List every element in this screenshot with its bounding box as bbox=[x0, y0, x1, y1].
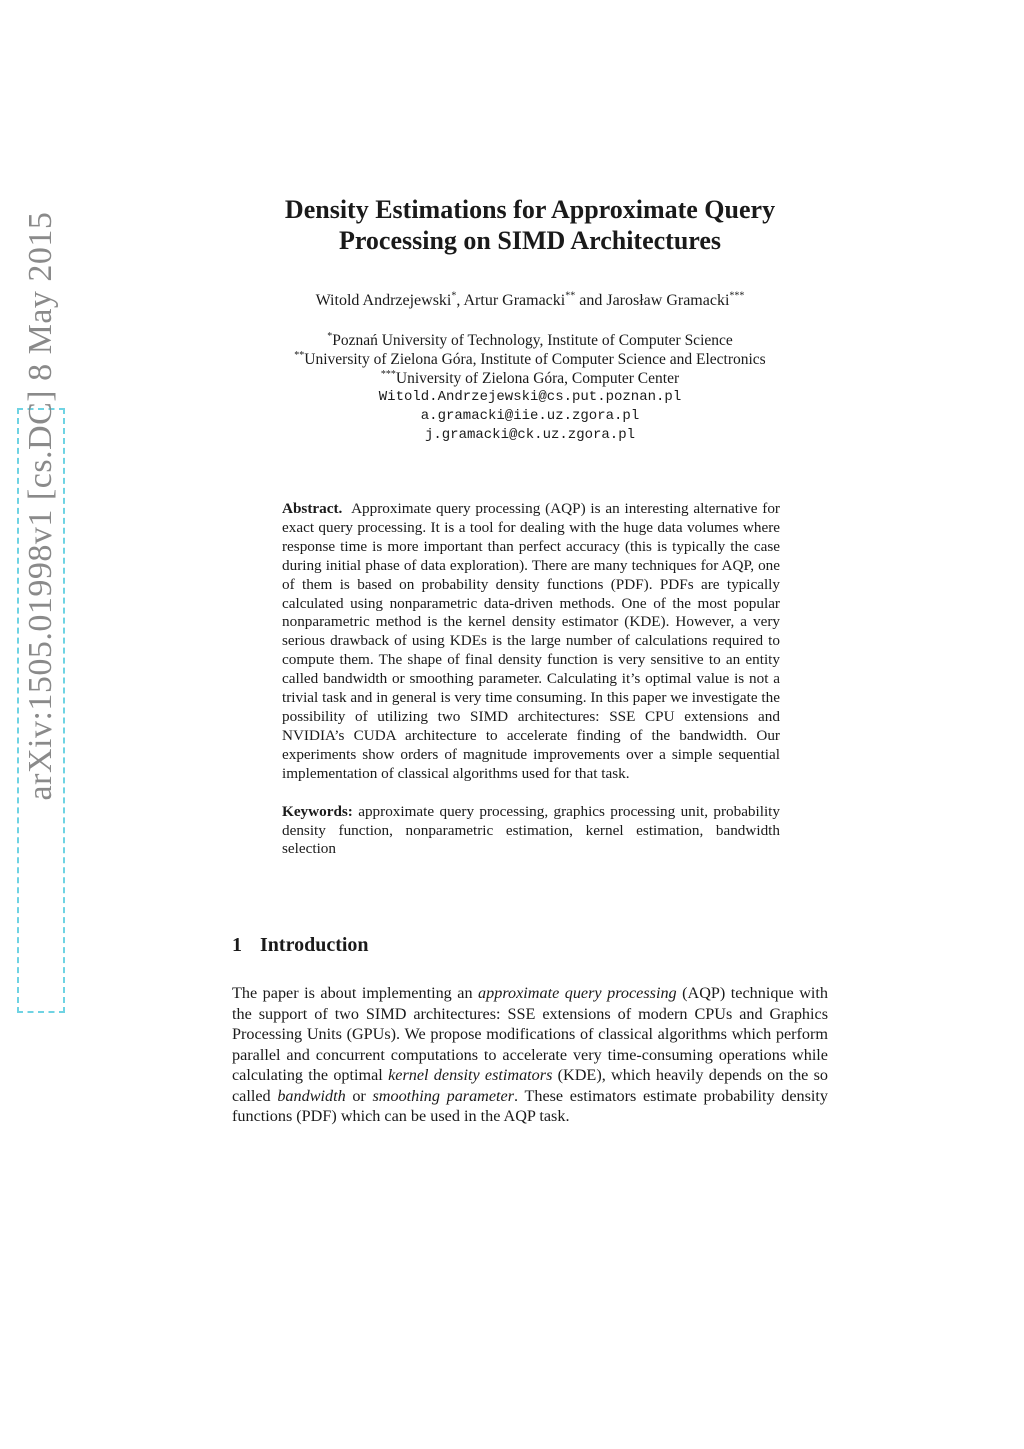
intro-term-kde: kernel density estimators bbox=[388, 1066, 553, 1084]
affiliation-1-text: Poznań University of Technology, Institute of Computer Science bbox=[332, 332, 733, 349]
author-3-mark: *** bbox=[729, 290, 745, 302]
abstract-text: Approximate query processing (AQP) is an interesting alternative for exact query processing. It is a tool for dealing with the huge data volumes where response time is more important than perfect accuracy (this is typically the case during initial phase of data exploration). There are many techniques for AQP, one of them is based on probability density functions (PDF). PDFs are typically calculated using nonparametric data-driven methods. One of the most popular nonparametric method is the kernel density estimator (KDE). However, a very serious drawback of using KDEs is the large number of calculations required to compute them. The shape of final density function is very sensitive to an entity called bandwidth or smoothing parameter. Calculating it’s optimal value is not a trivial task and in general is very time consuming. In this paper we investigate the possibility of utilizing two SIMD architectures: SSE CPU extensions and NVIDIA’s CUDA architecture to accelerate finding of the bandwidth. Our experiments show orders of magnitude improvements over a simple sequential implementation of classical algorithms used for that task. bbox=[282, 500, 780, 782]
email-3[interactable]: j.gramacki@ck.uz.zgora.pl bbox=[424, 427, 636, 443]
affiliation-2-text: University of Zielona Góra, Institute of Computer Science and Electronics bbox=[304, 351, 766, 368]
intro-text-1: The paper is about implementing an bbox=[232, 984, 479, 1002]
author-list bbox=[0, 292, 1024, 310]
abstract-block bbox=[282, 500, 780, 859]
author-1: Witold Andrzejewski bbox=[315, 292, 452, 309]
introduction-paragraph bbox=[232, 983, 828, 1127]
affiliation-1-mark: * bbox=[327, 330, 333, 342]
intro-text-3: (KDE), which heavily depends on the so called bbox=[232, 1066, 829, 1105]
affiliation-2-mark: ** bbox=[294, 349, 305, 361]
abstract-paragraph bbox=[282, 500, 780, 784]
keywords-label: Keywords: bbox=[282, 802, 353, 820]
email-2[interactable]: a.gramacki@iie.uz.zgora.pl bbox=[420, 408, 640, 424]
keywords-paragraph bbox=[282, 803, 780, 860]
affiliation-2 bbox=[0, 350, 1024, 369]
arxiv-identifier: arXiv:1505.01998v1 [cs.DC] 8 May 2015 bbox=[22, 211, 59, 801]
paper-title bbox=[0, 194, 1024, 256]
intro-term-aqp: approximate query processing bbox=[478, 984, 677, 1002]
section-number: 1 bbox=[232, 934, 242, 956]
abstract-label: Abstract. bbox=[282, 500, 343, 517]
title-line-1: Density Estimations for Approximate Query bbox=[284, 195, 776, 224]
section-heading-introduction bbox=[232, 934, 369, 957]
intro-term-bandwidth: bandwidth bbox=[277, 1086, 346, 1105]
author-1-mark: * bbox=[451, 290, 457, 302]
author-3: and Jarosław Gramacki bbox=[575, 292, 730, 309]
author-2-mark: ** bbox=[565, 290, 576, 302]
keywords-text: approximate query processing, graphics processing unit, probability density function, nonparametric estimation, kernel estimation, bandwidth selection bbox=[282, 802, 780, 858]
intro-text-4: or bbox=[345, 1086, 373, 1105]
intro-term-smoothing: smoothing parameter bbox=[372, 1086, 515, 1105]
affiliation-3-text: University of Zielona Góra, Computer Center bbox=[395, 370, 680, 387]
intro-text-2: (AQP) technique with the support of two SIMD architectures: SSE extensions of modern CPUs and Graphics Processing Units (GPUs). We propose modifications of classical algorithms which perform parallel and concurrent computations to accelerate very time-consuming operations while calculating the optimal bbox=[232, 984, 828, 1084]
affiliation-3 bbox=[0, 369, 1024, 388]
author-2: , Artur Gramacki bbox=[456, 292, 566, 309]
intro-text-5: . These estimators estimate probability density functions (PDF) which can be used in the AQP task. bbox=[232, 1086, 829, 1125]
email-1[interactable]: Witold.Andrzejewski@cs.put.poznan.pl bbox=[378, 389, 682, 405]
affiliation-1 bbox=[0, 331, 1024, 350]
section-title: Introduction bbox=[260, 934, 369, 956]
title-line-2: Processing on SIMD Architectures bbox=[338, 226, 722, 255]
affiliations bbox=[0, 331, 1024, 445]
affiliation-3-mark: *** bbox=[380, 368, 396, 380]
